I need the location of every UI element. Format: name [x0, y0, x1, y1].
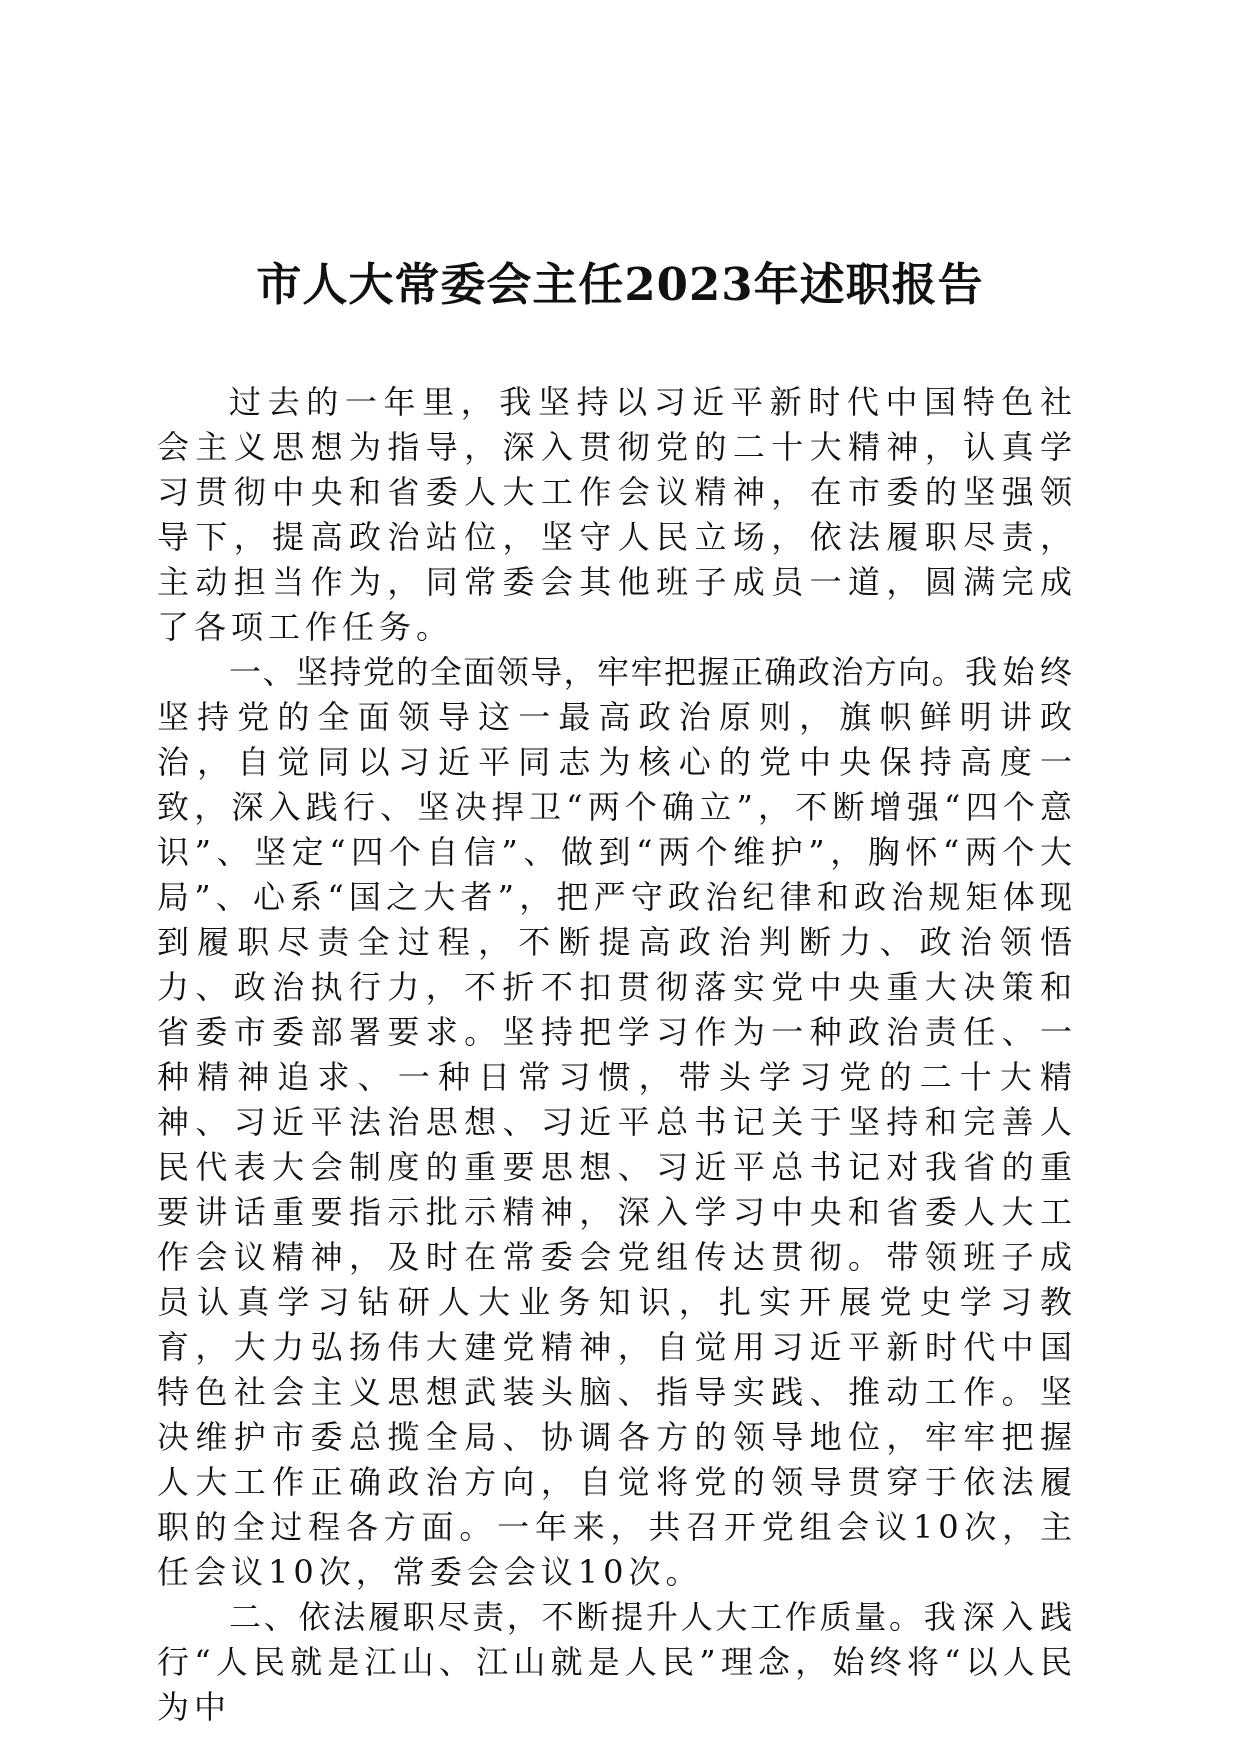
- section-2-text: 我深入践行“人民就是江山、江山就是人民”理念，始终将“以人民为中: [157, 1598, 1077, 1726]
- document-title: 市人大常委会主任2023年述职报告: [256, 258, 984, 311]
- paragraph-section-2: [157, 1595, 1077, 1730]
- section-1-text: 我始终坚持党的全面领导这一最高政治原则，旗帜鲜明讲政治，自觉同以习近平同志为核心的党中央保持高度一致，深入践行、坚决捍卫“两个确立”，不断增强“四个意识”、坚定“四个自信”、做到“两个维护”，胸怀“两个大局”、心系“国之大者”，把严守政治纪律和政治规矩体现到履职尽责全过程，不断提高政治判断力、政治领悟力、政治执行力，不折不扣贯彻落实党中央重大决策和省委市委部署要求。坚持把学习作为一种政治责任、一种精神追求、一种日常习惯，带头学习党的二十大精神、习近平法治思想、习近平总书记关于坚持和完善人民代表大会制度的重要思想、习近平总书记对我省的重要讲话重要指示批示精神，深入学习中央和省委人大工作会议精神，及时在常委会党组传达贯彻。带领班子成员认真学习钻研人大业务知识，扎实开展党史学习教育，大力弘扬伟大建党精神，自觉用习近平新时代中国特色社会主义思想武装头脑、指导实践、推动工作。坚决维护市委总揽全局、协调各方的领导地位，牢牢把握人大工作正确政治方向，自觉将党的领导贯穿于依法履职的全过程各方面。一年来，共召开党组会议10次，主任会议10次，常委会会议10次。: [157, 653, 1077, 1591]
- section-2-heading: 二、依法履职尽责，不断提升人大工作质量。: [229, 1598, 924, 1636]
- paragraph-section-1: [157, 650, 1077, 1595]
- paragraph-intro-text: 过去的一年里，我坚持以习近平新时代中国特色社会主义思想为指导，深入贯彻党的二十大精神，认真学习贯彻中央和省委人大工作会议精神，在市委的坚强领导下，提高政治站位，坚守人民立场，依法履职尽责，主动担当作为，同常委会其他班子成员一道，圆满完成了各项工作任务。: [157, 383, 1077, 646]
- section-1-heading: 一、坚持党的全面领导，牢牢把握正确政治方向。: [229, 653, 966, 691]
- document-body: [157, 380, 1077, 1730]
- paragraph-intro: [157, 380, 1077, 650]
